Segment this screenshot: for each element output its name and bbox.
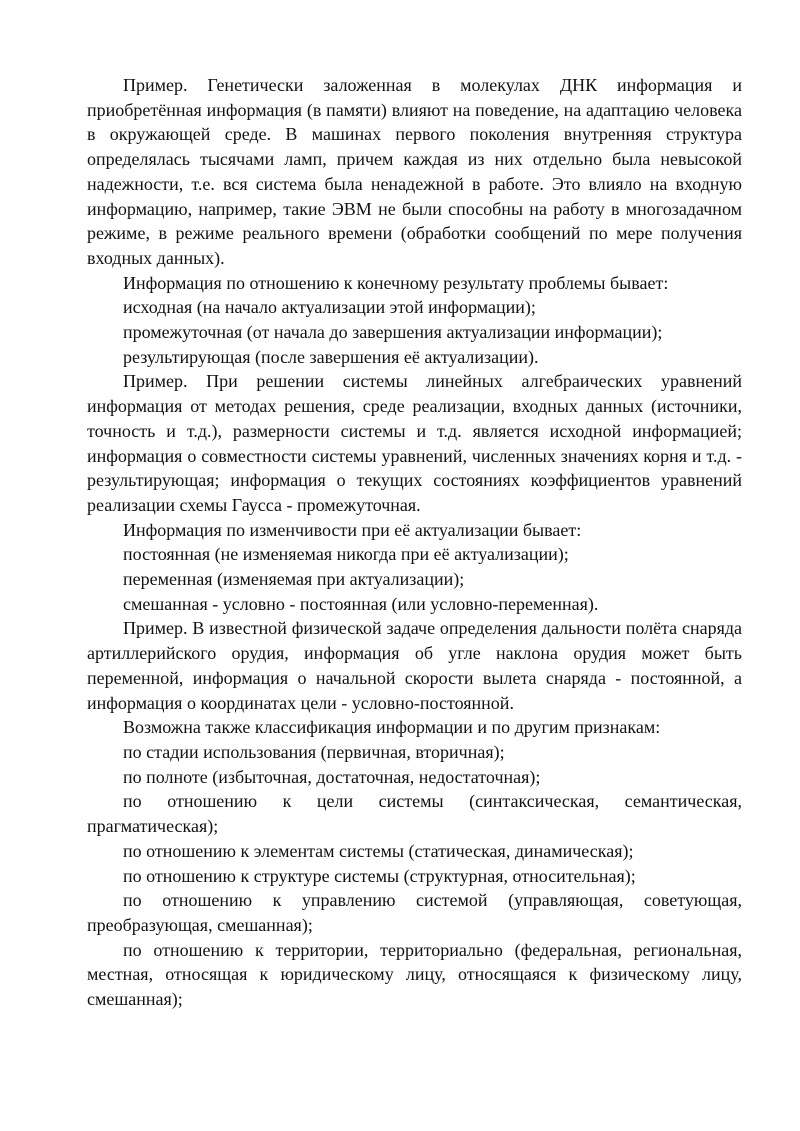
list-item-by-goal: по отношению к цели системы (синтаксическая, семантическая, прагматическая); xyxy=(87,791,742,837)
list-item-by-elements: по отношению к элементам системы (статическая, динамическая); xyxy=(123,840,634,861)
list-item-by-completeness: по полноте (избыточная, достаточная, недостаточная); xyxy=(123,766,541,787)
paragraph-example-dna: Пример. Генетически заложенная в молекулах ДНК информация и приобретённая информация (в памяти) влияют на поведение, на адаптацию человека в окружающей среде. В машинах первого поколения внутренняя структура определялась тысячами ламп, причем каждая из них отдельно была невысокой надежности, т.е. вся система была ненадежной в работе. Это влияло на входную информацию, например, такие ЭВМ не были способны на работу в многозадачном режиме, в режиме реального времени (обработки сообщений по мере получения входных данных). xyxy=(87,75,742,268)
paragraph-other-classifications-intro: Возможна также классификация информации и по другим признакам: xyxy=(123,717,661,738)
paragraph-by-variability-intro: Информация по изменчивости при её актуализации бывает: xyxy=(123,519,582,540)
list-item-resulting: результирующая (после завершения её актуализации). xyxy=(123,346,539,367)
list-item-variable: переменная (изменяемая при актуализации); xyxy=(123,569,465,590)
paragraph-by-result-intro: Информация по отношению к конечному результату проблемы бывает: xyxy=(123,272,669,293)
list-item-mixed: смешанная - условно - постоянная (или условно-переменная). xyxy=(123,593,599,614)
list-item-intermediate: промежуточная (от начала до завершения актуализации информации); xyxy=(123,322,663,343)
paragraph-example-linear-equations: Пример. При решении системы линейных алгебраических уравнений информация от методах решения, среде реализации, входных данных (источники, точность и т.д.), размерности системы и т.д. является исходной информацией; информация о совместности системы уравнений, численных значениях корня и т.д. - результирующая; информация о текущих состояниях коэффициентов уравнений реализации схемы Гаусса - промежуточная. xyxy=(87,371,742,515)
document-page xyxy=(87,73,742,1012)
list-item-by-stage: по стадии использования (первичная, вторичная); xyxy=(123,741,505,762)
list-item-constant: постоянная (не изменяемая никогда при её актуализации); xyxy=(123,544,569,565)
list-item-initial: исходная (на начало актуализации этой информации); xyxy=(123,297,536,318)
list-item-by-structure: по отношению к структуре системы (структурная, относительная); xyxy=(123,865,636,886)
list-item-by-management: по отношению к управлению системой (управляющая, советующая, преобразующая, смешанная); xyxy=(87,890,742,935)
list-item-by-territory: по отношению к территории, территориально (федеральная, региональная, местная, относящая к юридическому лицу, относящаяся к физическому лицу, смешанная); xyxy=(87,939,742,1010)
paragraph-example-artillery: Пример. В известной физической задаче определения дальности полёта снаряда артиллерийского орудия, информация об угле наклона орудия может быть переменной, информация о начальной скорости вылета снаряда - постоянной, а информация о координатах цели - условно-постоянной. xyxy=(87,618,742,713)
